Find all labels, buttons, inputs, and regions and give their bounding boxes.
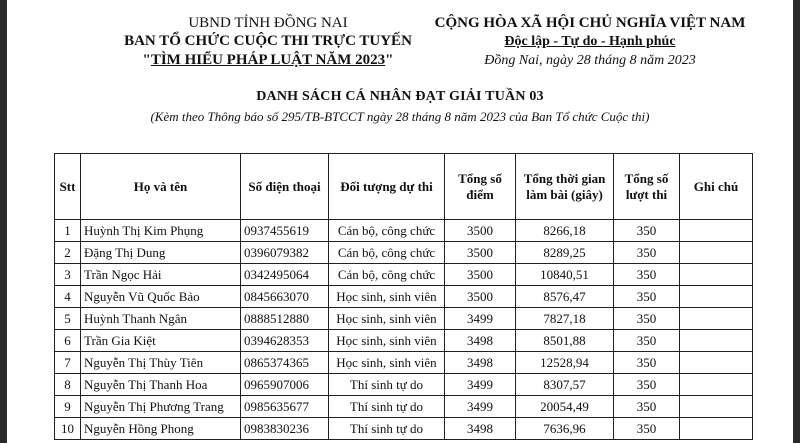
table-row — [55, 418, 753, 440]
cell-category: Cán bộ, công chức — [329, 242, 445, 264]
cell-phone: 0983830236 — [241, 418, 329, 440]
cell-phone: 0396079382 — [241, 242, 329, 264]
cell-note — [680, 418, 753, 440]
cell-score: 3499 — [445, 308, 516, 330]
cell-name: Nguyễn Hồng Phong — [81, 418, 241, 440]
cell-time: 8307,57 — [516, 374, 614, 396]
cell-phone: 0865374365 — [241, 352, 329, 374]
cell-stt: 1 — [55, 220, 81, 242]
cell-phone: 0965907006 — [241, 374, 329, 396]
cell-time: 20054,49 — [516, 396, 614, 418]
cell-category: Thí sinh tự do — [329, 396, 445, 418]
cell-score: 3499 — [445, 396, 516, 418]
left-frame-edge — [0, 0, 7, 443]
cell-time: 7636,96 — [516, 418, 614, 440]
cell-stt: 3 — [55, 264, 81, 286]
winners-table — [54, 153, 753, 440]
cell-note — [680, 330, 753, 352]
table-row — [55, 220, 753, 242]
cell-score: 3499 — [445, 374, 516, 396]
cell-name: Huỳnh Thị Kim Phụng — [81, 220, 241, 242]
cell-category: Học sinh, sinh viên — [329, 286, 445, 308]
column-header-category: Đối tượng dự thi — [329, 154, 445, 220]
table-row — [55, 396, 753, 418]
document-date: Đồng Nai, ngày 28 tháng 8 năm 2023 — [484, 53, 696, 68]
cell-score: 3500 — [445, 220, 516, 242]
cell-note — [680, 264, 753, 286]
table-header-row — [55, 154, 753, 220]
cell-score: 3498 — [445, 330, 516, 352]
cell-stt: 9 — [55, 396, 81, 418]
cell-plays: 350 — [614, 352, 680, 374]
table-row — [55, 308, 753, 330]
cell-plays: 350 — [614, 308, 680, 330]
column-header-plays: Tổng số lượt thi — [614, 154, 680, 220]
cell-phone: 0937455619 — [241, 220, 329, 242]
cell-name: Nguyễn Thị Phương Trang — [81, 396, 241, 418]
contest-name-close-quote: " — [385, 52, 394, 68]
cell-stt: 10 — [55, 418, 81, 440]
cell-note — [680, 352, 753, 374]
cell-stt: 6 — [55, 330, 81, 352]
cell-name: Nguyễn Thị Thanh Hoa — [81, 374, 241, 396]
contest-name-open-quote: " — [142, 52, 151, 68]
column-header-name: Họ và tên — [81, 154, 241, 220]
table-row — [55, 286, 753, 308]
cell-plays: 350 — [614, 330, 680, 352]
document-title: DANH SÁCH CÁ NHÂN ĐẠT GIẢI TUẦN 03 — [256, 89, 544, 104]
cell-note — [680, 286, 753, 308]
cell-note — [680, 242, 753, 264]
cell-category: Cán bộ, công chức — [329, 220, 445, 242]
cell-name: Nguyễn Thị Thùy Tiên — [81, 352, 241, 374]
issuer-authority: UBND TỈNH ĐỒNG NAI — [188, 15, 348, 31]
cell-category: Học sinh, sinh viên — [329, 308, 445, 330]
cell-time: 8501,88 — [516, 330, 614, 352]
cell-note — [680, 374, 753, 396]
cell-plays: 350 — [614, 396, 680, 418]
cell-score: 3500 — [445, 286, 516, 308]
cell-plays: 350 — [614, 286, 680, 308]
document-subtitle: (Kèm theo Thông báo số 295/TB-BTCCT ngày 28 tháng 8 năm 2023 của Ban Tổ chức Cuộc thi) — [150, 109, 650, 124]
issuer-header — [118, 14, 418, 70]
cell-plays: 350 — [614, 220, 680, 242]
cell-stt: 7 — [55, 352, 81, 374]
right-frame-edge — [793, 0, 800, 443]
cell-time: 7827,18 — [516, 308, 614, 330]
cell-time: 8266,18 — [516, 220, 614, 242]
cell-note — [680, 308, 753, 330]
cell-score: 3498 — [445, 352, 516, 374]
issuer-organizer: BAN TỔ CHỨC CUỘC THI TRỰC TUYẾN — [124, 33, 412, 49]
cell-category: Học sinh, sinh viên — [329, 352, 445, 374]
cell-category: Học sinh, sinh viên — [329, 330, 445, 352]
table-row — [55, 352, 753, 374]
table-row — [55, 374, 753, 396]
column-header-note: Ghi chú — [680, 154, 753, 220]
cell-name: Trần Gia Kiệt — [81, 330, 241, 352]
contest-name-text: TÌM HIỂU PHÁP LUẬT NĂM 2023 — [150, 52, 386, 68]
cell-plays: 350 — [614, 242, 680, 264]
cell-phone: 0845663070 — [241, 286, 329, 308]
contest-name — [118, 51, 418, 70]
cell-category: Thí sinh tự do — [329, 418, 445, 440]
column-header-stt: Stt — [55, 154, 81, 220]
cell-score: 3498 — [445, 418, 516, 440]
table-row — [55, 330, 753, 352]
column-header-score: Tổng số điểm — [445, 154, 516, 220]
column-header-phone: Số điện thoại — [241, 154, 329, 220]
cell-note — [680, 396, 753, 418]
cell-note — [680, 220, 753, 242]
cell-phone: 0888512880 — [241, 308, 329, 330]
cell-name: Trần Ngọc Hải — [81, 264, 241, 286]
national-header — [420, 14, 760, 71]
cell-category: Thí sinh tự do — [329, 374, 445, 396]
table-row — [55, 264, 753, 286]
cell-time: 12528,94 — [516, 352, 614, 374]
cell-score: 3500 — [445, 264, 516, 286]
cell-category: Cán bộ, công chức — [329, 264, 445, 286]
cell-stt: 5 — [55, 308, 81, 330]
cell-phone: 0985635677 — [241, 396, 329, 418]
cell-time: 10840,51 — [516, 264, 614, 286]
cell-phone: 0394628353 — [241, 330, 329, 352]
cell-time: 8289,25 — [516, 242, 614, 264]
column-header-time: Tổng thời gian làm bài (giây) — [516, 154, 614, 220]
cell-plays: 350 — [614, 374, 680, 396]
cell-phone: 0342495064 — [241, 264, 329, 286]
cell-plays: 350 — [614, 264, 680, 286]
national-motto: Độc lập - Tự do - Hạnh phúc — [504, 34, 676, 49]
table-row — [55, 242, 753, 264]
national-title: CỘNG HÒA XÃ HỘI CHỦ NGHĨA VIỆT NAM — [434, 15, 746, 31]
cell-stt: 8 — [55, 374, 81, 396]
cell-plays: 350 — [614, 418, 680, 440]
cell-stt: 2 — [55, 242, 81, 264]
cell-name: Nguyễn Vũ Quốc Bảo — [81, 286, 241, 308]
cell-name: Đặng Thị Dung — [81, 242, 241, 264]
cell-score: 3500 — [445, 242, 516, 264]
cell-time: 8576,47 — [516, 286, 614, 308]
cell-stt: 4 — [55, 286, 81, 308]
cell-name: Huỳnh Thanh Ngân — [81, 308, 241, 330]
